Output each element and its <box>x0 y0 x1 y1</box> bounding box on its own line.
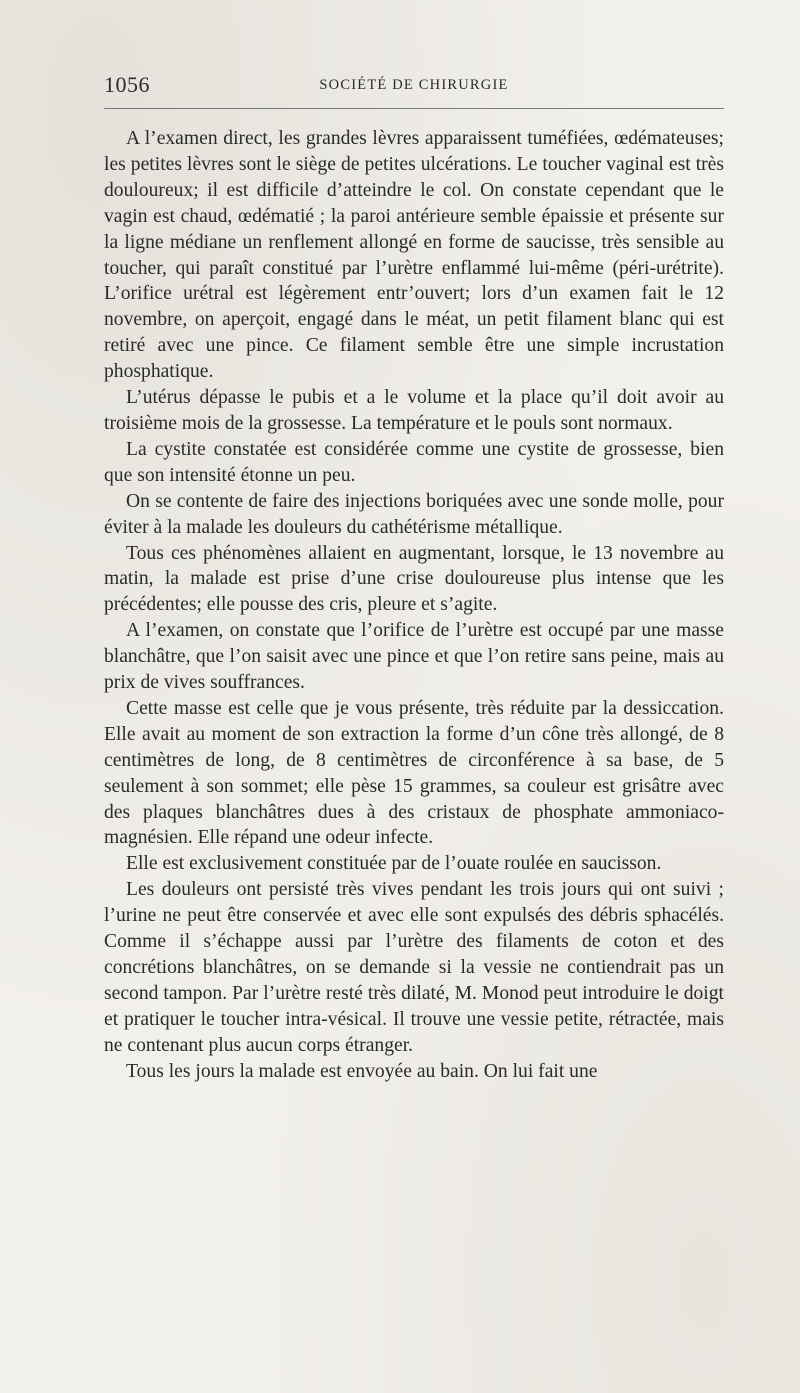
paragraph: Les douleurs ont persisté très vives pendant les trois jours qui ont suivi ; l’urine ne peut être conservée et avec elle sont expulsés des débris sphacélés. Comme il s’échappe aussi par l’urètre des filaments de coton et des concrétions blanchâtres, on se demande si la vessie ne contiendrait pas un second tampon. Par l’urètre resté très dilaté, M. Monod peut introduire le doigt et pratiquer le toucher intra-vésical. Il trouve une vessie petite, rétractée, mais ne contenant plus aucun corps étranger. <box>104 879 724 1056</box>
paragraph: On se contente de faire des injections boriquées avec une sonde molle, pour éviter à la malade les douleurs du cathétérisme métallique. <box>104 490 724 538</box>
paragraph: Tous ces phénomènes allaient en augmentant, lorsque, le 13 novembre au matin, la malade est prise d’une crise douloureuse plus intense que les précédentes; elle pousse des cris, pleure et s’agite. <box>104 542 724 616</box>
paragraph: Elle est exclusivement constituée par de l’ouate roulée en saucisson. <box>126 853 662 875</box>
running-title: SOCIÉTÉ DE CHIRURGIE <box>319 77 509 93</box>
paragraph: Cette masse est celle que je vous présente, très réduite par la dessiccation. Elle avait au moment de son extraction la forme d’un cône très allongé, de 8 centimètres de long, de 8 centimètres de circonférence à sa base, de 5 seulement à son sommet; elle pèse 15 grammes, sa couleur est grisâtre avec des plaques blanchâtres dues à des cristaux de phosphate ammoniaco-magnésien. Elle répand une odeur infecte. <box>104 697 724 849</box>
body-text <box>104 126 724 1085</box>
page-header <box>104 72 724 102</box>
paragraph: Tous les jours la malade est envoyée au bain. On lui fait une <box>126 1060 598 1082</box>
paragraph: La cystite constatée est considérée comme une cystite de grossesse, bien que son intensité étonne un peu. <box>104 438 724 486</box>
paragraph: A l’examen direct, les grandes lèvres apparaissent tuméfiées, œdémateuses; les petites lèvres sont le siège de petites ulcérations. Le toucher vaginal est très douloureux; il est difficile d’atteindre le col. On constate cependant que le vagin est chaud, œdématié ; la paroi antérieure semble épaissie et présente sur la ligne médiane un renflement allongé en forme de saucisse, très sensible au toucher, qui paraît constitué par l’urètre enflammé lui-même (péri-urétrite). L’orifice urétral est légèrement entr’ouvert; lors d’un examen fait le 12 novembre, on aperçoit, engagé dans le méat, un petit filament blanc qui est retiré avec une pince. Ce filament semble être une simple incrustation phosphatique. <box>104 128 724 383</box>
page-number: 1056 <box>104 72 150 97</box>
header-rule <box>104 108 724 109</box>
paragraph: A l’examen, on constate que l’orifice de l’urètre est occupé par une masse blanchâtre, que l’on saisit avec une pince et que l’on retire sans peine, mais au prix de vives souffrances. <box>104 620 724 694</box>
paragraph: L’utérus dépasse le pubis et a le volume et la place qu’il doit avoir au troisième mois de la grossesse. La température et le pouls sont normaux. <box>104 387 724 434</box>
